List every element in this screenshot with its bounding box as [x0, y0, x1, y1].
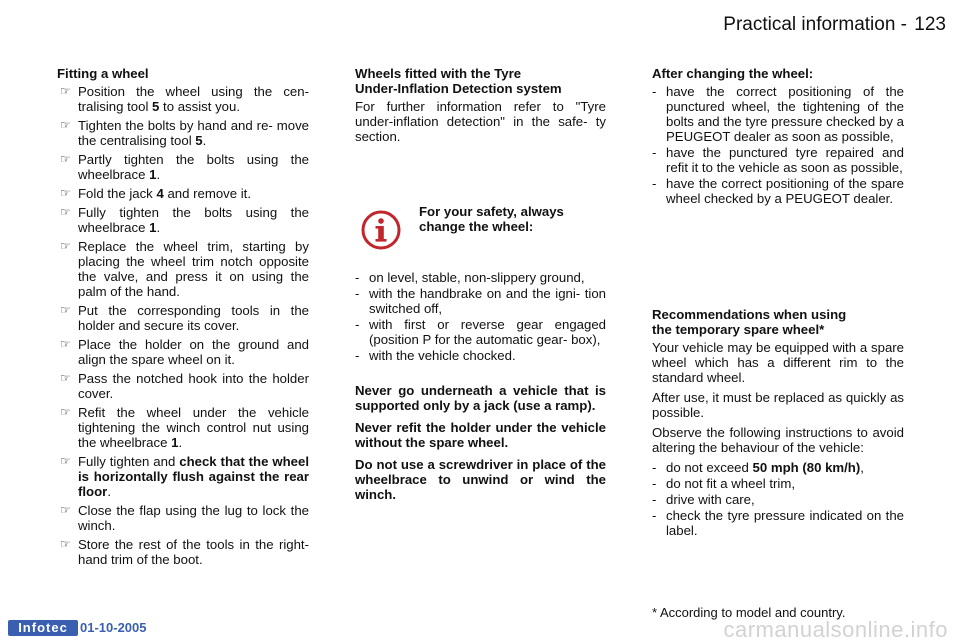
- step-item: ☞ Store the rest of the tools in the right-hand trim of the boot.: [60, 537, 309, 567]
- list-item: - on level, stable, non-slippery ground,: [355, 270, 606, 285]
- warning-text: Never refit the holder under the vehicle without the spare wheel.: [355, 420, 606, 450]
- list-item: - have the correct positioning of the punctured wheel, the tightening of the bolts and the tyre pressure checked by a PEUGEOT dealer as soon as possible,: [652, 84, 904, 144]
- step-item: ☞ Refit the wheel under the vehicle tightening the winch control nut using the wheelbrace 1.: [60, 405, 309, 450]
- list-item: - do not fit a wheel trim,: [652, 476, 904, 491]
- infotec-logo: Infotec: [8, 620, 78, 636]
- step-item: ☞ Put the corresponding tools in the holder and secure its cover.: [60, 303, 309, 333]
- column-tyre-detection: [355, 66, 606, 509]
- warning-text: Do not use a screwdriver in place of the wheelbrace to unwind or wind the winch.: [355, 457, 606, 502]
- list-item: - check the tyre pressure indicated on the label.: [652, 508, 904, 538]
- footnote: * According to model and country.: [652, 605, 846, 620]
- step-item: ☞ Fold the jack 4 and remove it.: [60, 186, 252, 201]
- warning-text: Never go underneath a vehicle that is supported only by a jack (use a ramp).: [355, 383, 606, 413]
- safety-title: For your safety, always change the wheel:: [419, 204, 564, 234]
- after-heading: After changing the wheel:: [652, 66, 814, 81]
- list-item: - with the handbrake on and the igni- tion switched off,: [355, 286, 606, 316]
- step-item: ☞ Position the wheel using the cen- tralising tool 5 to assist you.: [60, 84, 309, 114]
- pointing-hand-icon: ☞: [60, 503, 71, 517]
- list-item: - with the vehicle chocked.: [355, 348, 606, 363]
- page-number: 123: [914, 14, 946, 35]
- pointing-hand-icon: ☞: [60, 205, 71, 219]
- list-item: - drive with care,: [652, 492, 904, 507]
- pointing-hand-icon: ☞: [60, 405, 71, 419]
- pointing-hand-icon: ☞: [60, 303, 71, 317]
- step-item: ☞ Close the flap using the lug to lock the winch.: [60, 503, 309, 533]
- list-item: - do not exceed 50 mph (80 km/h),: [652, 460, 904, 475]
- pointing-hand-icon: ☞: [60, 537, 71, 551]
- speed-limit: 50 mph (80 km/h): [752, 460, 861, 475]
- safety-callout: [355, 204, 606, 258]
- recommendations-heading: Recommendations when using the temporary spare wheel*: [652, 307, 847, 337]
- tpms-intro: For further information refer to "Tyre under-inflation detection" in the safe- ty section.: [355, 99, 606, 144]
- info-warning-icon: [361, 210, 401, 250]
- column-after-change: [652, 66, 904, 544]
- section-title: Practical information -: [723, 14, 908, 35]
- pointing-hand-icon: ☞: [60, 84, 71, 98]
- column-fitting-wheel: [57, 66, 309, 571]
- fitting-heading: Fitting a wheel: [57, 66, 149, 81]
- pointing-hand-icon: ☞: [60, 337, 71, 351]
- step-item: ☞ Tighten the bolts by hand and re- move the centralising tool 5.: [60, 118, 309, 148]
- after-list: [652, 84, 904, 206]
- rec-paragraph: After use, it must be replaced as quickly as possible.: [652, 390, 904, 420]
- fitting-steps: [57, 84, 309, 567]
- watermark: carmanualsonline.info: [723, 617, 948, 642]
- pointing-hand-icon: ☞: [60, 118, 71, 132]
- pointing-hand-icon: ☞: [60, 239, 71, 253]
- step-item: ☞ Fully tighten the bolts using the wheelbrace 1.: [60, 205, 309, 235]
- pointing-hand-icon: ☞: [60, 152, 71, 166]
- rec-list: [652, 460, 904, 538]
- list-item: - with first or reverse gear engaged (position P for the automatic gear- box),: [355, 317, 606, 347]
- list-item: - have the correct positioning of the spare wheel checked by a PEUGEOT dealer.: [652, 176, 904, 206]
- pointing-hand-icon: ☞: [60, 454, 71, 468]
- pointing-hand-icon: ☞: [60, 186, 71, 200]
- rec-paragraph: Observe the following instructions to avoid altering the behaviour of the vehicle:: [652, 425, 904, 455]
- step-item: ☞ Replace the wheel trim, starting by placing the wheel trim notch opposite the valve, and press it on using the palm of the hand.: [60, 239, 309, 299]
- pointing-hand-icon: ☞: [60, 371, 71, 385]
- page-footer: [0, 618, 960, 640]
- step-item: ☞ Pass the notched hook into the holder cover.: [60, 371, 309, 401]
- step-item: ☞ Place the holder on the ground and align the spare wheel on it.: [60, 337, 309, 367]
- print-date: 01-10-2005: [80, 620, 147, 635]
- page-header: [723, 14, 946, 36]
- rec-paragraph: Your vehicle may be equipped with a spare wheel which has a different rim to the standard wheel.: [652, 340, 904, 385]
- step-item: ☞ Fully tighten and check that the wheel is horizontally flush against the rear floor.: [60, 454, 310, 499]
- step-item: ☞ Partly tighten the bolts using the wheelbrace 1.: [60, 152, 309, 182]
- list-item: - have the punctured tyre repaired and refit it to the vehicle as soon as possible,: [652, 145, 904, 175]
- safety-list: [355, 270, 606, 363]
- tpms-heading: Wheels fitted with the Tyre Under-Inflation Detection system: [355, 66, 562, 96]
